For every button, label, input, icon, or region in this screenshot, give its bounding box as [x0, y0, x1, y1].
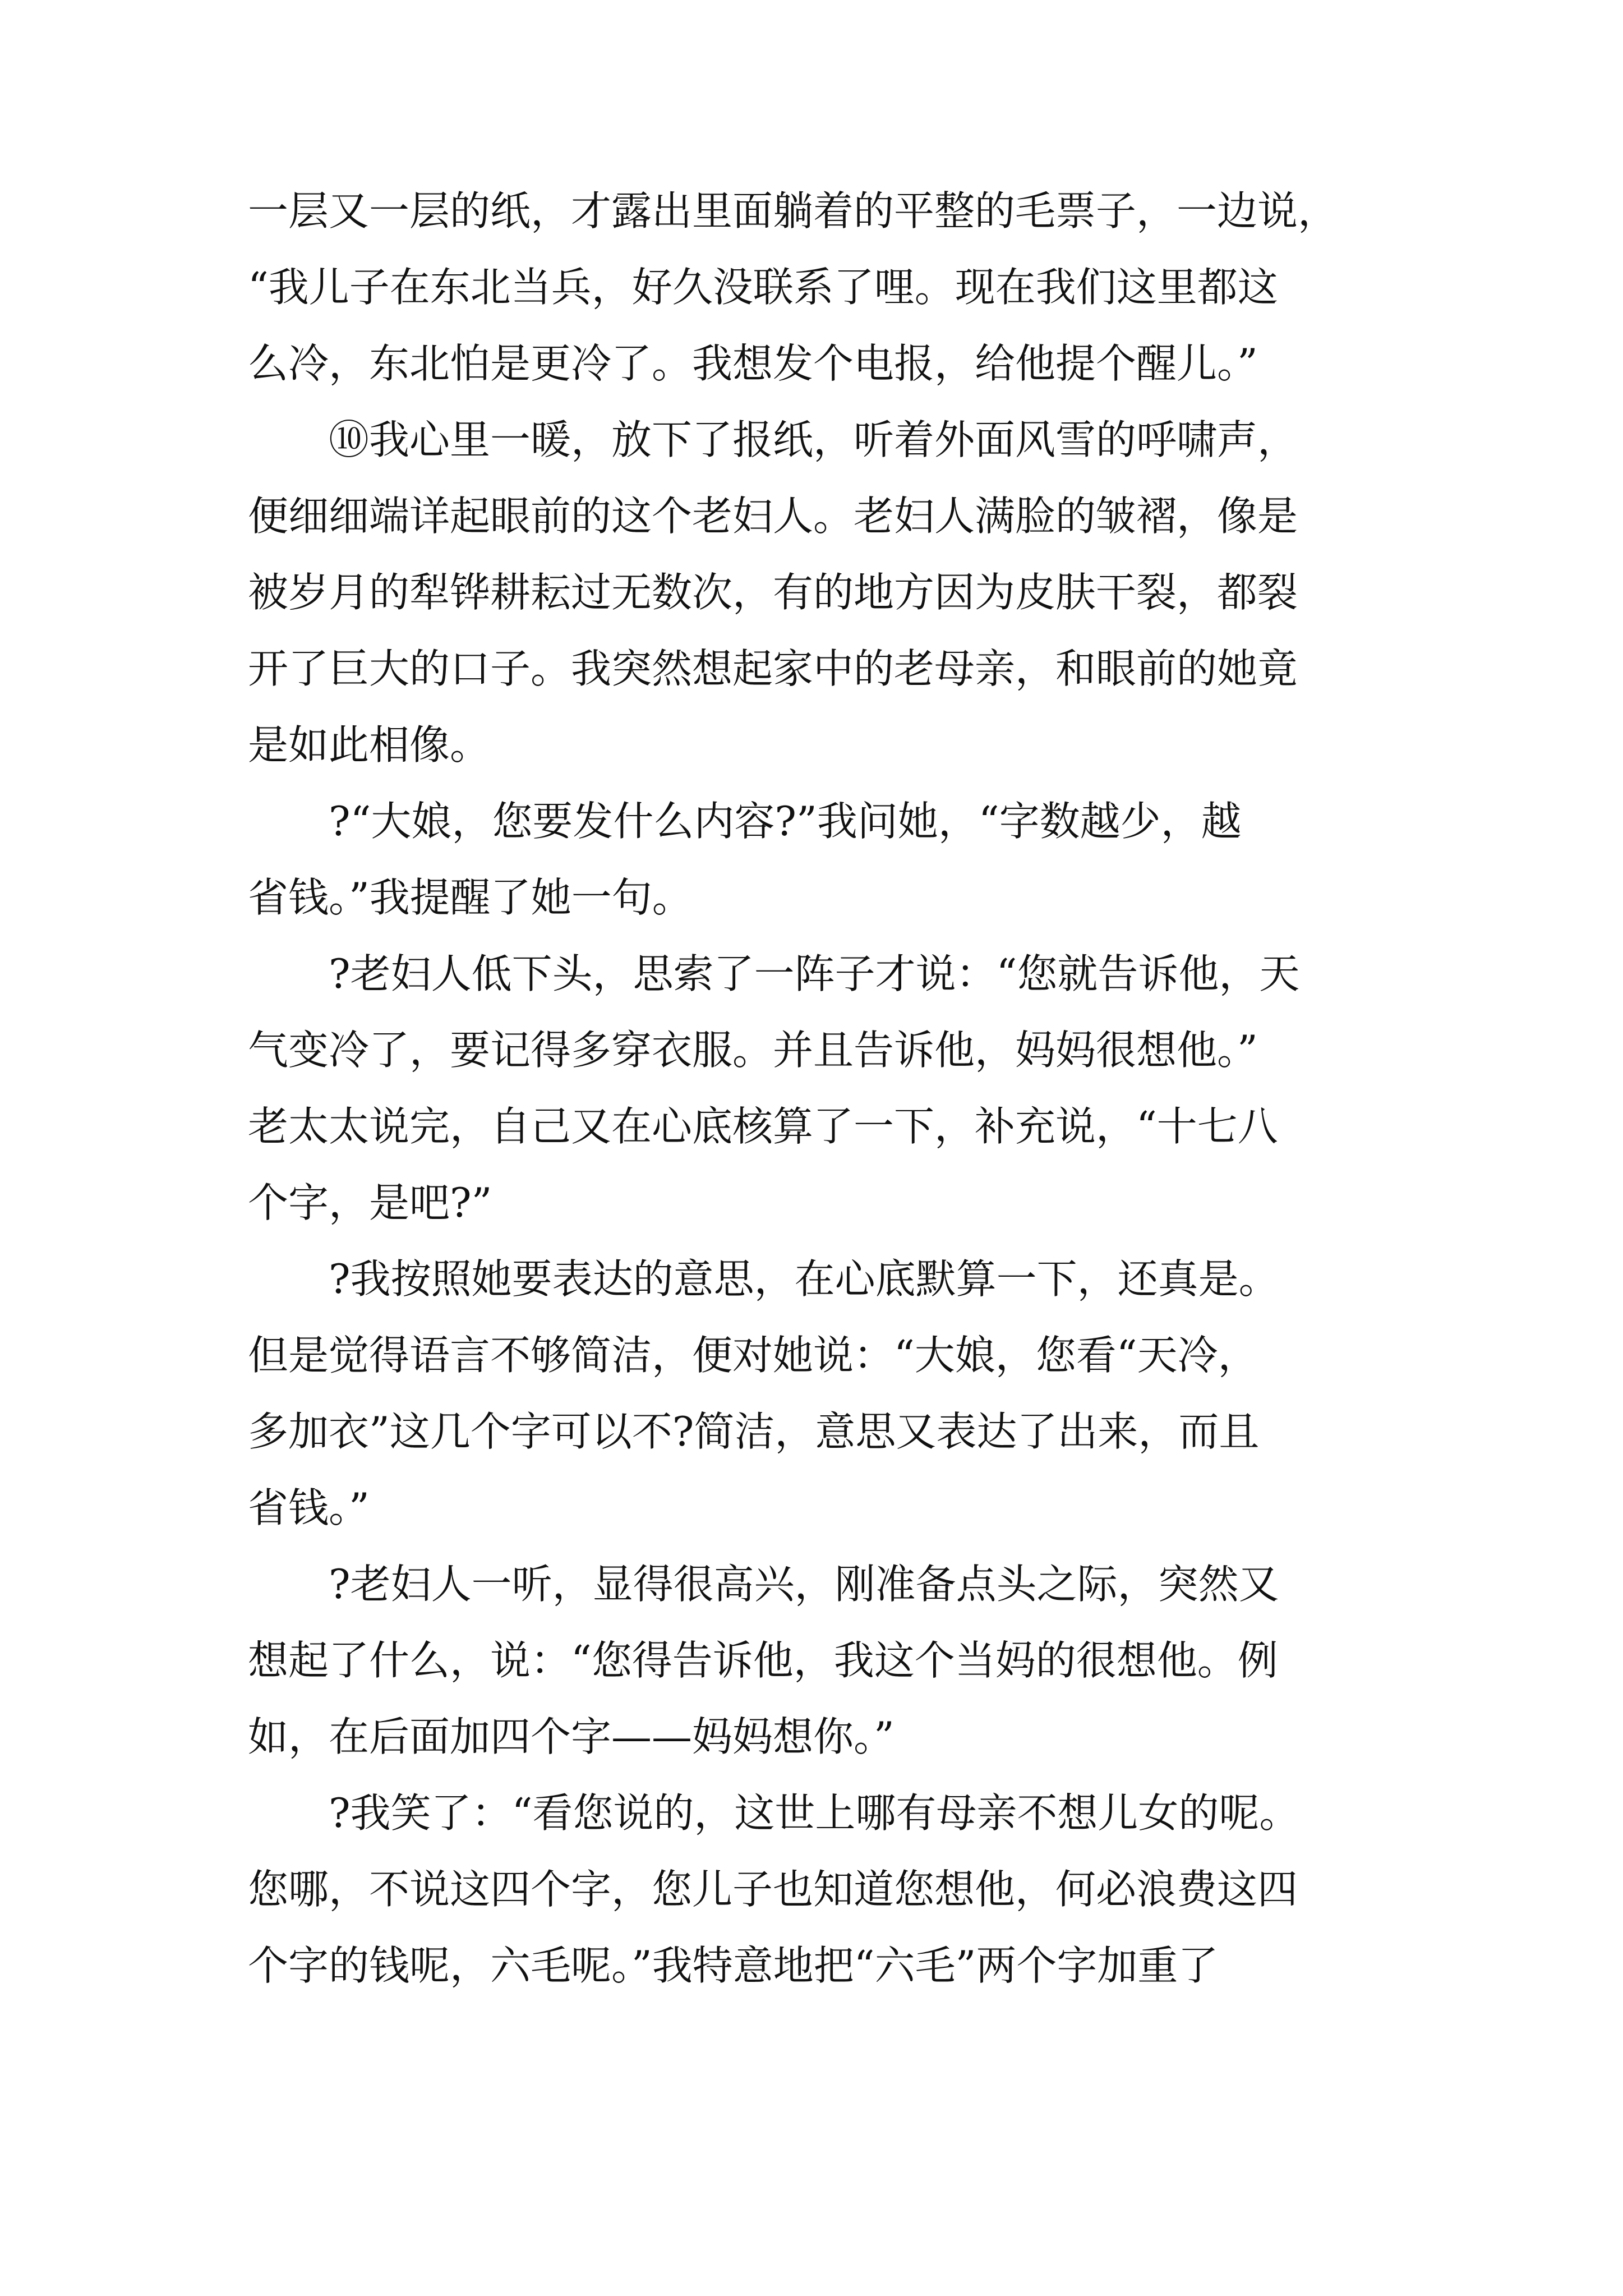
text-line: 被岁月的犁铧耕耘过无数次，有的地方因为皮肤干裂，都裂 — [248, 569, 1298, 616]
text-line: 老太太说完，自己又在心底核算了一下，补充说，“十七八 — [248, 1103, 1278, 1150]
text-line: 么冷，东北怕是更冷了。我想发个电报，给他提个醒儿。” — [248, 340, 1258, 387]
text-line: 您哪，不说这四个字，您儿子也知道您想他，何必浪费这四 — [248, 1866, 1298, 1913]
text-line: 省钱。”我提醒了她一句。 — [248, 874, 693, 921]
text-line: 一层又一层的纸，才露出里面躺着的平整的毛票子，一边说， — [248, 187, 1339, 234]
text-line: 如，在后面加四个字——妈妈想你。” — [248, 1713, 895, 1760]
text-line: 想起了什么，说：“您得告诉他，我这个当妈的很想他。例 — [248, 1637, 1278, 1684]
text-line: “我儿子在东北当兵，好久没联系了哩。现在我们这里都这 — [248, 264, 1278, 311]
paragraph-start-line: ?我笑了：“看您说的，这世上哪有母亲不想儿女的呢。 — [329, 1789, 1300, 1837]
paragraph-start-line: ?“大娘，您要发什么内容?”我问她，“字数越少，越 — [329, 798, 1242, 845]
paragraph-start-line: ?我按照她要表达的意思，在心底默算一下，还真是。 — [329, 1255, 1279, 1303]
text-line: 多加衣”这几个字可以不?简洁，意思又表达了出来，而且 — [248, 1408, 1260, 1455]
text-line: 但是觉得语言不够简洁，便对她说：“大娘，您看“天冷， — [248, 1332, 1258, 1379]
text-line: 开了巨大的口子。我突然想起家中的老母亲，和眼前的她竟 — [248, 645, 1298, 692]
paragraph-start-line: ⑩我心里一暖，放下了报纸，听着外面风雪的呼啸声， — [329, 416, 1298, 463]
text-line: 便细细端详起眼前的这个老妇人。老妇人满脸的皱褶，像是 — [248, 493, 1298, 540]
text-line: 是如此相像。 — [248, 721, 491, 769]
text-line: 个字的钱呢，六毛呢。”我特意地把“六毛”两个字加重了 — [248, 1942, 1219, 1989]
text-line: 省钱。” — [248, 1484, 370, 1531]
text-line: 个字，是吧?” — [248, 1179, 492, 1226]
paragraph-start-line: ?老妇人低下头，思索了一阵子才说：“您就告诉他，天 — [329, 950, 1300, 997]
paragraph-start-line: ?老妇人一听，显得很高兴，刚准备点头之际，突然又 — [329, 1561, 1279, 1608]
text-line: 气变冷了，要记得多穿衣服。并且告诉他，妈妈很想他。” — [248, 1027, 1258, 1074]
